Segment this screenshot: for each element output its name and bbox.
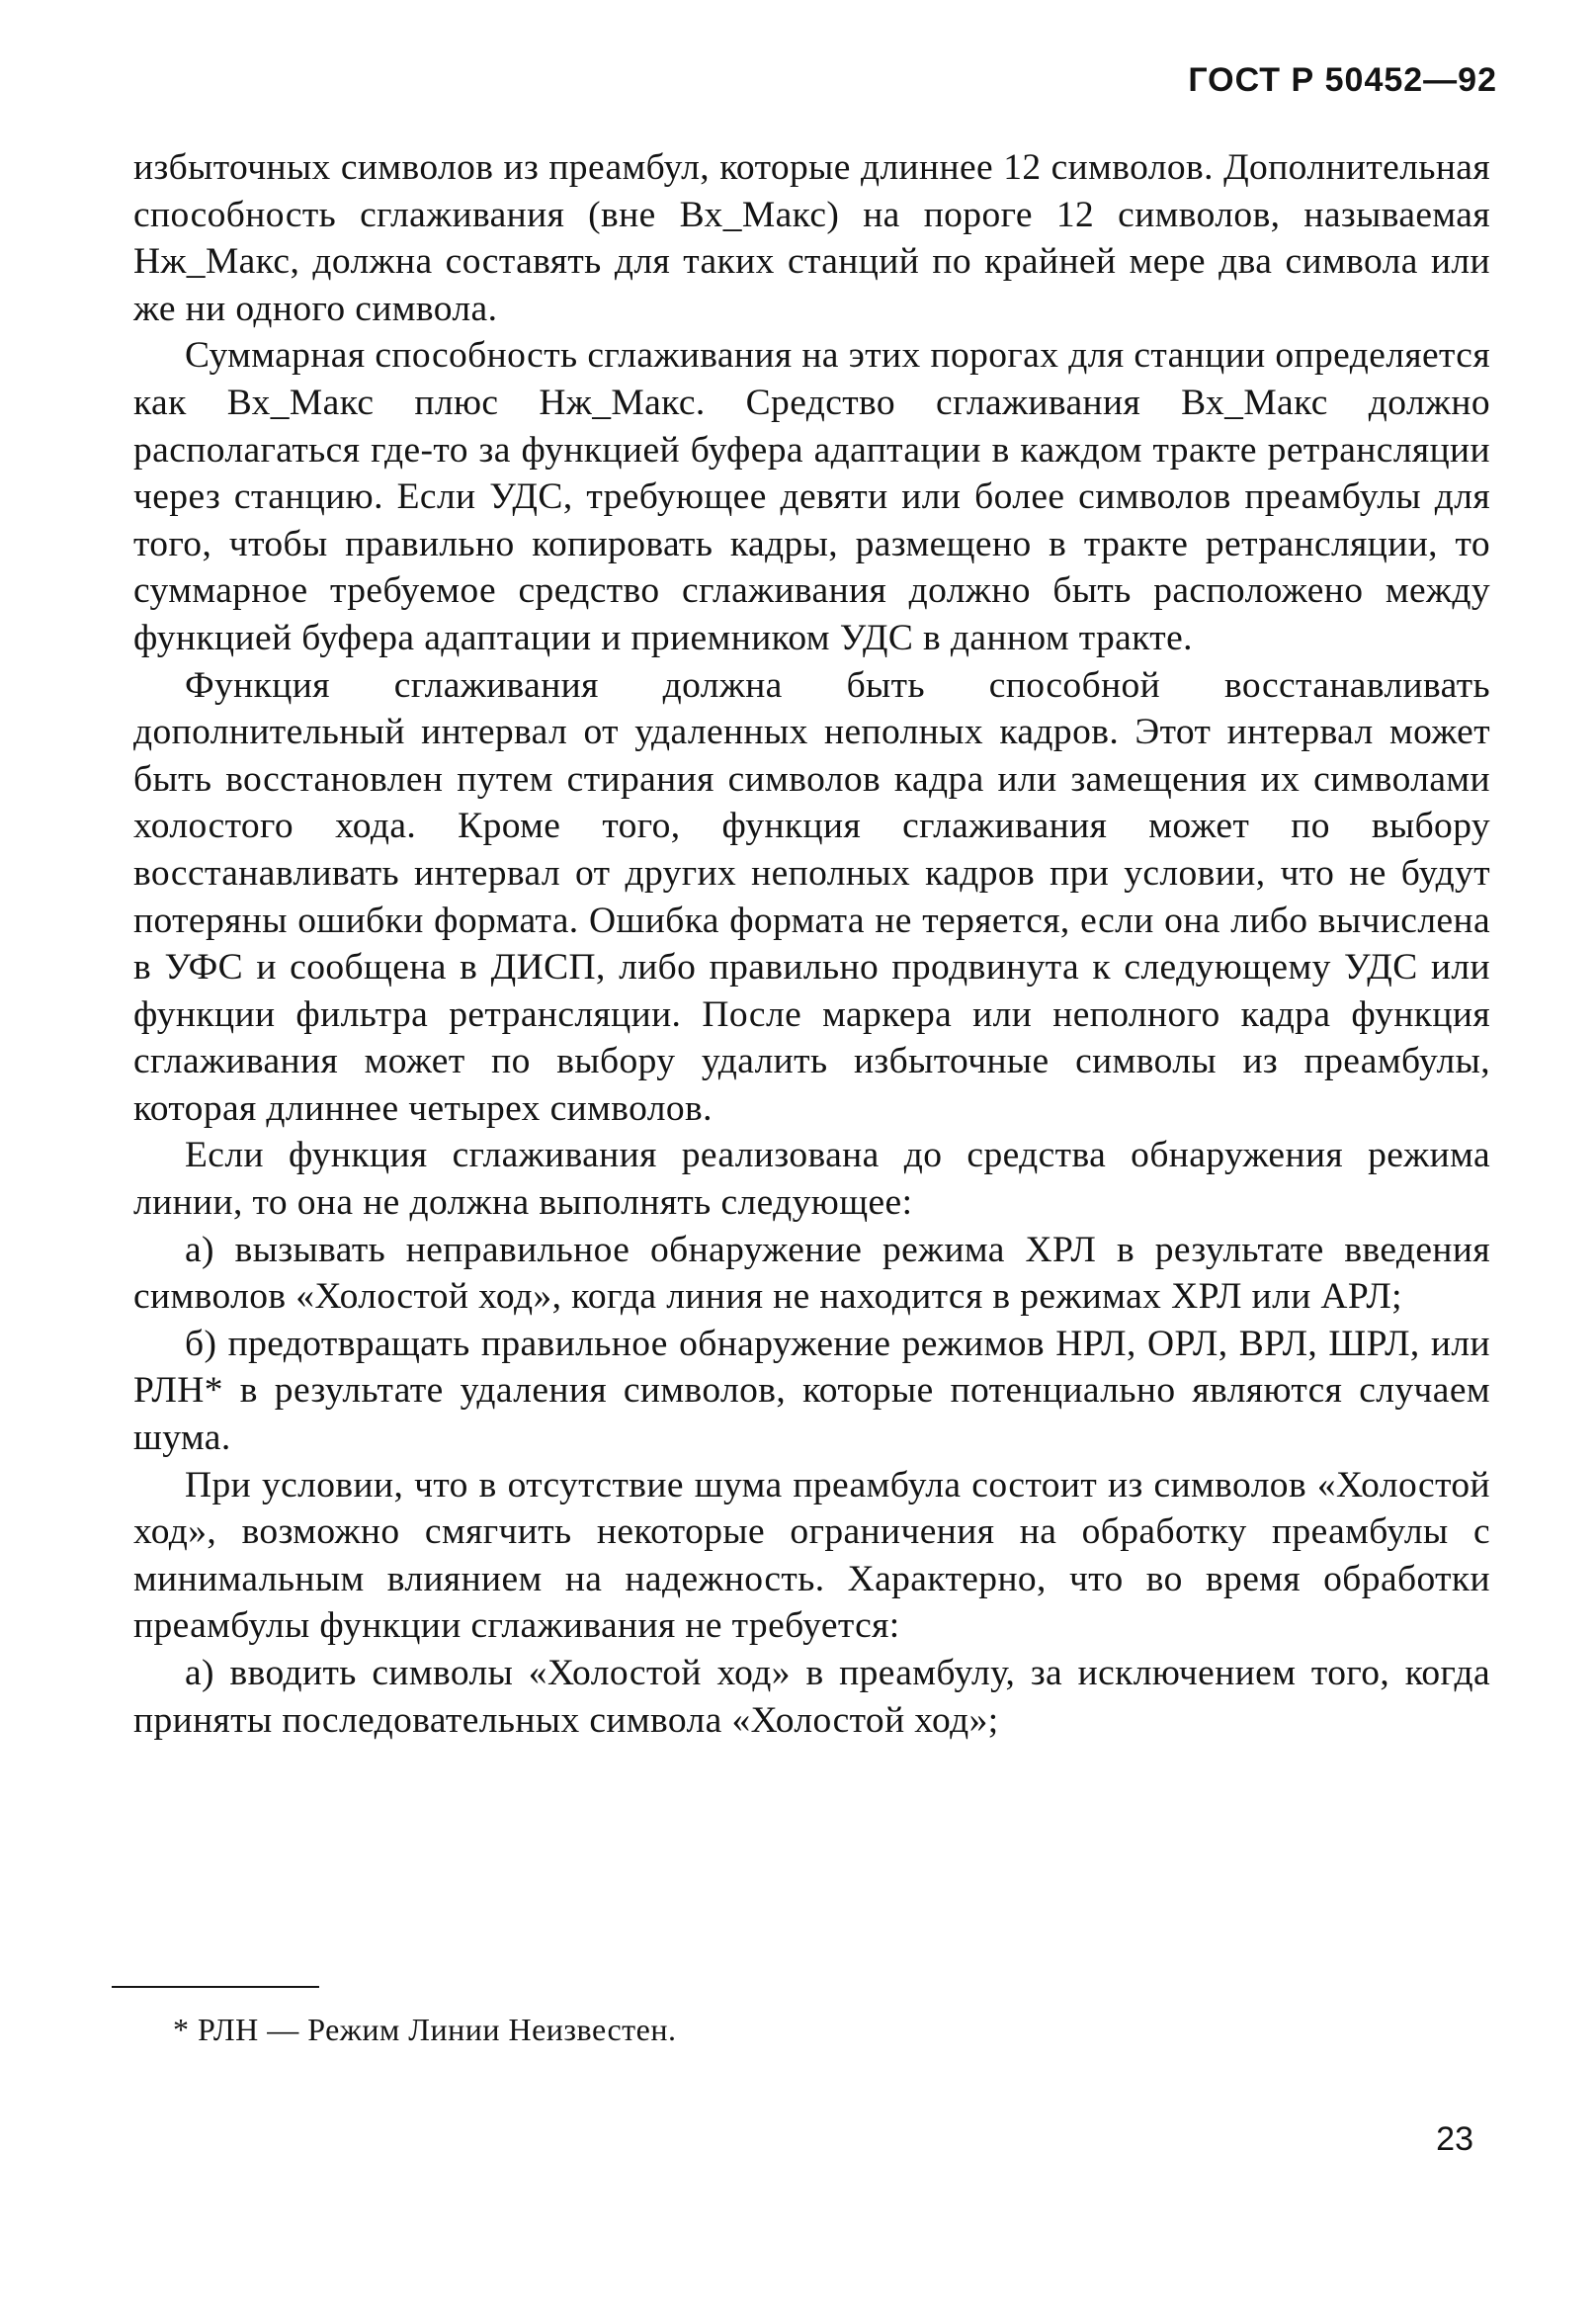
footnote: * РЛН — Режим Линии Неизвестен. [173,2012,677,2047]
standard-header: ГОСТ Р 50452—92 [1188,61,1497,99]
paragraph: Если функция сглаживания реализована до средства обнаружения режима линии, то она не должна выполнять следующее: [133,1135,1490,1224]
list-item-a: а) вызывать неправильное обнаружение режима ХРЛ в результате введения символов «Холостой ход», когда линия не находится в режимах ХРЛ или АРЛ; [133,1229,1490,1318]
paragraph: Функция сглаживания должна быть способной восстанавливать дополнительный интервал от удаленных неполных кадров. Этот интервал может быть восстановлен путем стирания символов кадра или замещения их символами холостого хода. Кроме того, функция сглаживания может по выбору восстанавливать интервал от других неполных кадров при условии, что не будут потеряны ошибки формата. Ошибка формата не теряется, если она либо вычислена в УФС и сообщена в ДИСП, либо правильно продвинута к следующему УДС или функции фильтра ретрансляции. После маркера или неполного кадра функция сглаживания может по выбору удалить избыточные символы из преамбулы, которая длиннее четырех символов. [133,664,1490,1129]
page-body [133,144,1490,1744]
paragraph: Суммарная способность сглаживания на этих порогах для станции определяется как Вх_Макс плюс Нж_Макс. Средство сглаживания Вх_Макс должно располагаться где-то за функцией буфера адаптации в каждом тракте ретрансляции через станцию. Если УДС, требующее девяти или более символов преамбулы для того, чтобы правильно копировать кадры, размещено в тракте ретрансляции, то суммарное требуемое средство сглаживания должно быть расположено между функцией буфера адаптации и приемником УДС в данном тракте. [133,335,1490,658]
list-item-b: б) предотвращать правильное обнаружение режимов НРЛ, ОРЛ, ВРЛ, ШРЛ, или РЛН* в результате удаления символов, которые потенциально являются случаем шума. [133,1323,1490,1459]
list-item-a: а) вводить символы «Холостой ход» в преамбулу, за исключением того, когда приняты последовательных символа «Холостой ход»; [133,1653,1490,1741]
paragraph-continuation: избыточных символов из преамбул, которые длиннее 12 символов. Дополнительная способность сглаживания (вне Вх_Макс) на пороге 12 символов, называемая Нж_Макс, должна составять для таких станций по крайней мере два символа или же ни одного символа. [133,147,1490,329]
page-number: 23 [1436,2120,1473,2158]
footnote-divider [112,1986,319,1988]
paragraph: При условии, что в отсутствие шума преамбула состоит из символов «Холостой ход», возможно смягчить некоторые ограничения на обработку преамбулы с минимальным влиянием на надежность. Характерно, что во время обработки преамбулы функции сглаживания не требуется: [133,1464,1490,1647]
